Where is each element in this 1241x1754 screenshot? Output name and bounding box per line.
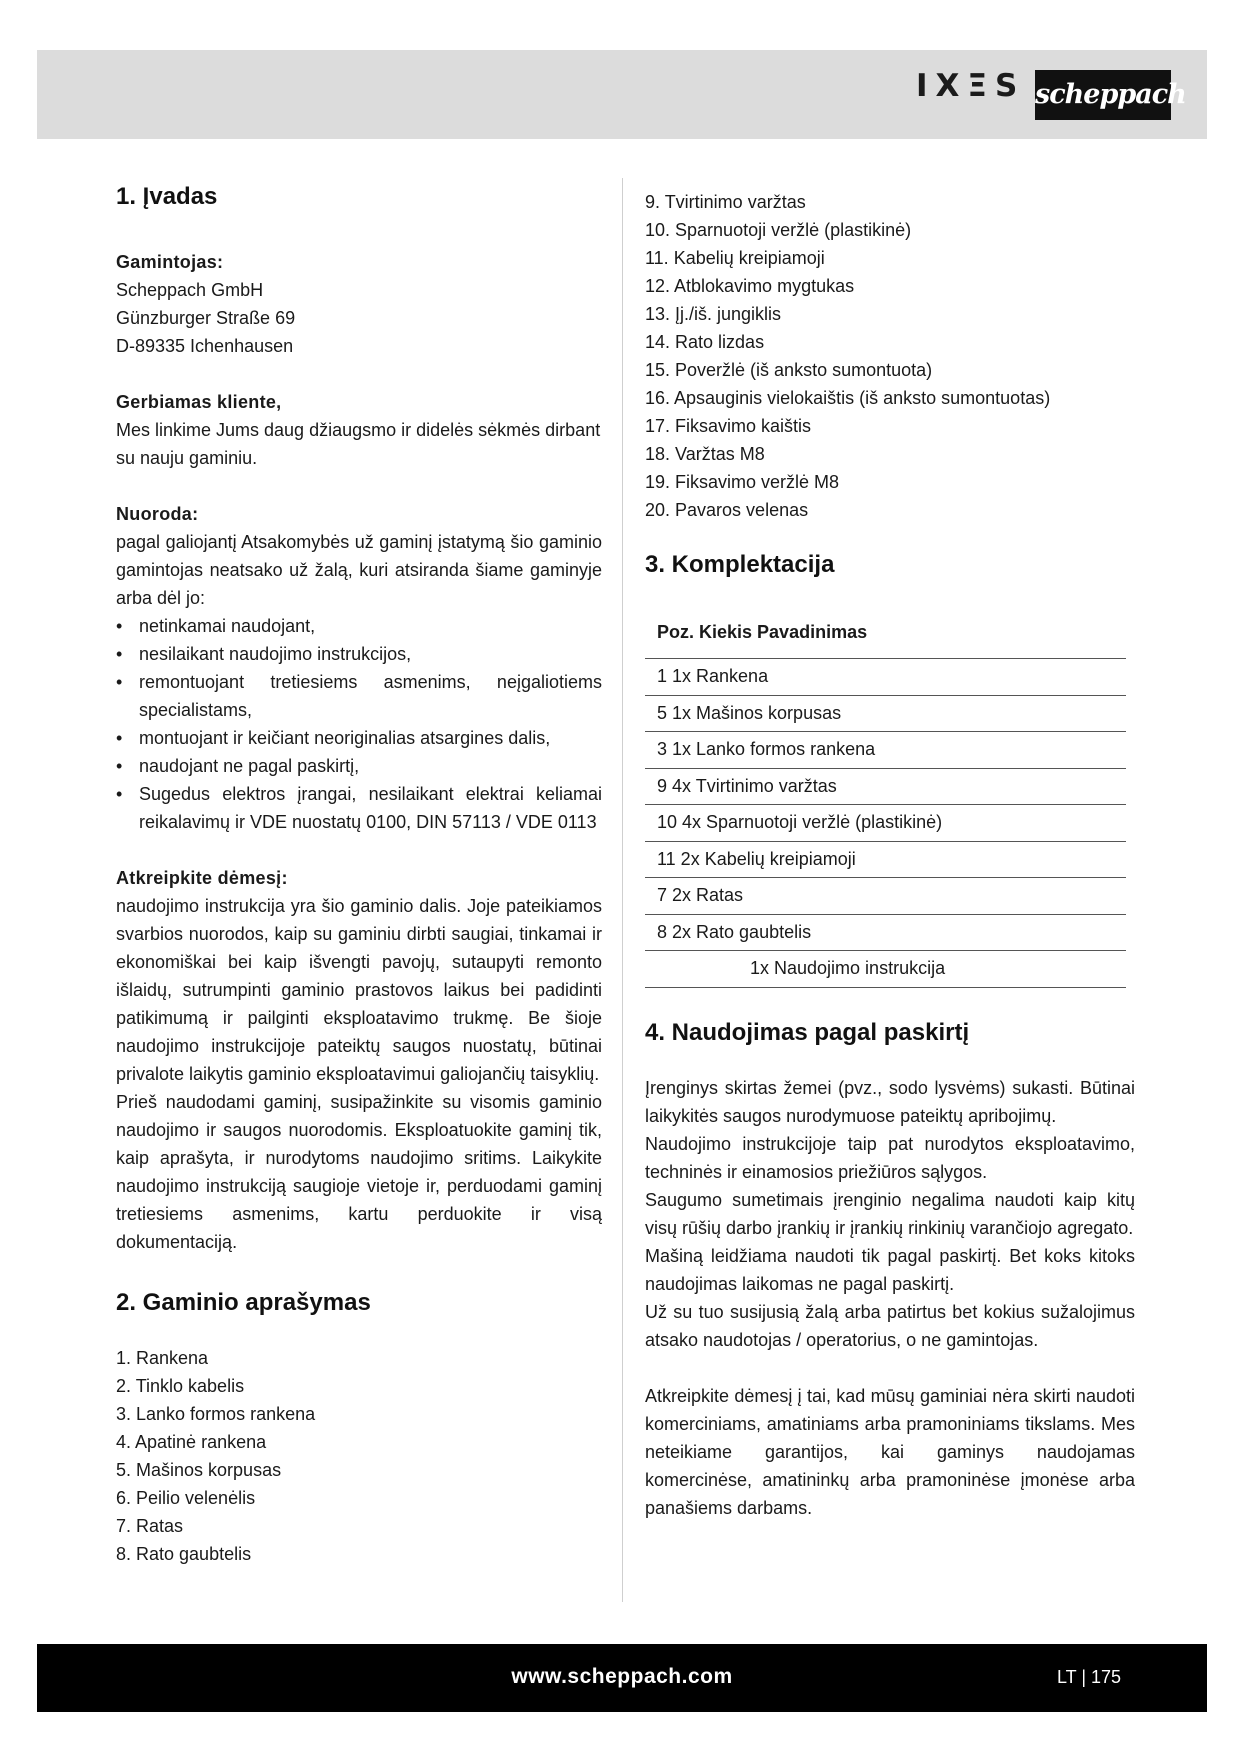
contents-table (645, 606, 1126, 988)
list-item: 8. Rato gaubtelis (116, 1544, 252, 1564)
usage-paragraph: Naudojimo instrukcijoje taip pat nurodytos eksploatavimo, techninės ir einamosios priežiūros sąlygos. (645, 1133, 1135, 1182)
liability-list (116, 612, 602, 836)
table-row: 11 2x Kabelių kreipiamoji (645, 841, 1126, 878)
customer-text: Mes linkime Jums daug džiaugsmo ir didelės sėkmės dirbant su nauju gaminiu. (116, 420, 601, 468)
table-row: 10 4x Sparnuotoji veržlė (plastikinė) (645, 805, 1126, 842)
customer-label: Gerbiamas kliente, (116, 392, 282, 412)
list-item: 5. Mašinos korpusas (116, 1460, 282, 1480)
list-item: 9. Tvirtinimo varžtas (645, 192, 806, 212)
list-item: 18. Varžtas M8 (645, 444, 765, 464)
table-row: 1x Naudojimo instrukcija (645, 951, 1126, 988)
table-row: 7 2x Ratas (645, 878, 1126, 915)
usage-paragraph: Atkreipkite dėmesį į tai, kad mūsų gaminiai nėra skirti naudoti komerciniams, amatiniams arba pramoniniams tikslams. Mes neteikiame garantijos, kai gaminys naudojamas komercinėse, amatininkų arba pramoninėse įmonėse arba panašiems darbams. (645, 1385, 1135, 1518)
table-row: 8 2x Rato gaubtelis (645, 914, 1126, 951)
list-item: • naudojant ne pagal paskirtį, (116, 756, 360, 776)
table-row: 9 4x Tvirtinimo varžtas (645, 768, 1126, 805)
list-item: 11. Kabelių kreipiamoji (645, 248, 825, 268)
list-item: 15. Poveržlė (iš anksto sumontuota) (645, 360, 933, 380)
column-divider (622, 178, 623, 1602)
list-item: • remontuojant tretiesiems asmenims, neįgaliotiems specialistams, (116, 672, 602, 720)
footer-url: www.scheppach.com (511, 1665, 733, 1688)
list-item: 4. Apatinė rankena (116, 1432, 267, 1452)
table-header: Poz. Kiekis Pavadinimas (645, 606, 1126, 659)
section-1-title: 1. Įvadas (116, 183, 218, 210)
scheppach-logo: scheppach (1035, 70, 1171, 120)
list-item: 17. Fiksavimo kaištis (645, 416, 812, 436)
usage-paragraph: Įrenginys skirtas žemei (pvz., sodo lysvėms) sukasti. Būtinai laikykitės saugos nurodymuose pateiktų apribojimų. (645, 1077, 1135, 1126)
list-item: 19. Fiksavimo veržlė M8 (645, 472, 840, 492)
usage-paragraph: Saugumo sumetimais įrenginio negalima naudoti kaip kitų visų rūšių darbo įrankių ir įrankių rinkinių varančiojo agregato. (645, 1189, 1135, 1238)
list-item: 14. Rato lizdas (645, 332, 765, 352)
manufacturer-line: Scheppach GmbH (116, 280, 264, 300)
table-row: 1 1x Rankena (645, 659, 1126, 696)
list-item: 10. Sparnuotoji veržlė (plastikinė) (645, 220, 912, 240)
section-3-title: 3. Komplektacija (645, 551, 835, 578)
list-item: 13. Įj./iš. jungiklis (645, 304, 782, 324)
header-band (37, 50, 1207, 139)
page-number: LT | 175 (1057, 1667, 1122, 1687)
list-item: 16. Apsauginis vielokaištis (iš anksto sumontuotas) (645, 388, 1051, 408)
list-item: 1. Rankena (116, 1348, 209, 1368)
list-item: 2. Tinklo kabelis (116, 1376, 245, 1396)
list-item: 12. Atblokavimo mygtukas (645, 276, 855, 296)
note-label: Nuoroda: (116, 504, 199, 524)
manufacturer-label: Gamintojas: (116, 252, 224, 272)
section-4-title: 4. Naudojimas pagal paskirtį (645, 1018, 970, 1046)
attention-label: Atkreipkite dėmesį: (116, 868, 288, 888)
right-column (645, 188, 1135, 1522)
table-row: 3 1x Lanko formos rankena (645, 732, 1126, 769)
section-2-title: 2. Gaminio aprašymas (116, 1289, 371, 1316)
attention-text: naudojimo instrukcija yra šio gaminio dalis. Joje pateikiamos svarbios nuorodos, kaip su gaminiu dirbti saugiai, tinkamai ir ekonomiškai bei kaip išvengti pavojų, sutaupyti remonto išlaidų, sutrumpinti gaminio prastovos laikus bei padidinti patikimumą ir pailginti eksploatavimo trukmę. Be šioje naudojimo instrukcijoje pateiktų saugos nuostatų, būtinai privalote laikytis gaminio eksploatavimui galiojančių taisyklių. (116, 896, 602, 1084)
note-text: pagal galiojantį Atsakomybės už gaminį įstatymą šio gaminio gamintojas neatsako už žalą, kuri atsiranda šiame gaminyje arba dėl jo: (116, 532, 602, 608)
ixes-logo: IXΞS (916, 68, 1026, 104)
footer-band (37, 1644, 1207, 1712)
parts-list-b (645, 188, 1135, 524)
attention-text-2: Prieš naudodami gaminį, susipažinkite su visomis gaminio naudojimo ir saugos nuorodomis. Eksploatuokite gaminį tik, kaip aprašyta, ir nurodytoms naudojimo sritims. Laikykite naudojimo instrukciją saugioje vietoje ir, perduodami gaminį tretiesiems asmenims, kartu perduokite ir visą dokumentaciją. (116, 1092, 602, 1252)
list-item: • nesilaikant naudojimo instrukcijos, (116, 644, 412, 664)
manufacturer-line: Günzburger Straße 69 (116, 308, 296, 328)
list-item: • netinkamai naudojant, (116, 616, 316, 636)
table-row: 5 1x Mašinos korpusas (645, 695, 1126, 732)
manufacturer-line: D-89335 Ichenhausen (116, 336, 294, 356)
usage-paragraph: Už su tuo susijusią žalą arba patirtus bet kokius sužalojimus atsako naudotojas / operatorius, o ne gamintojas. (645, 1301, 1135, 1350)
list-item: • montuojant ir keičiant neoriginalias atsargines dalis, (116, 728, 551, 748)
list-item: • Sugedus elektros įrangai, nesilaikant elektrai keliamai reikalavimų ir VDE nuostatų 0100, DIN 57113 / VDE 0113 (116, 784, 602, 832)
list-item: 6. Peilio velenėlis (116, 1488, 256, 1508)
usage-paragraph: Mašiną leidžiama naudoti tik pagal paskirtį. Bet koks kitoks naudojimas laikomas ne pagal paskirtį. (645, 1245, 1135, 1294)
parts-list-a (116, 1344, 602, 1568)
list-item: 3. Lanko formos rankena (116, 1404, 316, 1424)
list-item: 7. Ratas (116, 1516, 184, 1536)
list-item: 20. Pavaros velenas (645, 500, 809, 520)
left-column (116, 180, 602, 1568)
